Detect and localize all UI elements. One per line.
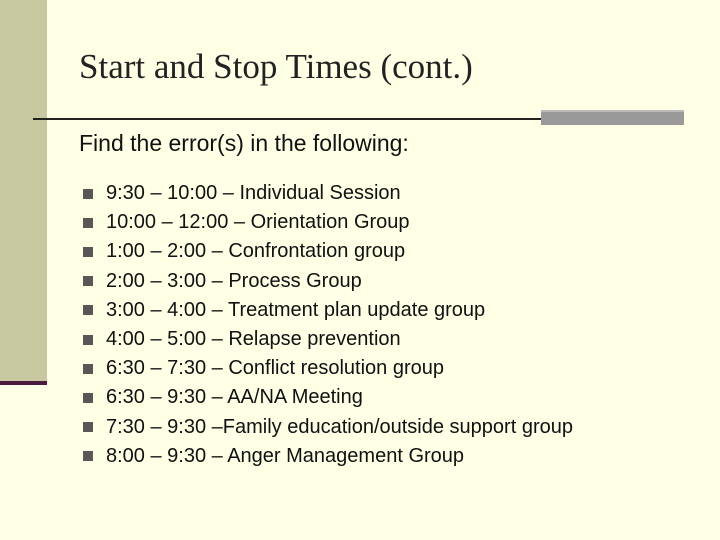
- square-bullet-icon: [83, 364, 93, 374]
- list-item: [83, 413, 573, 442]
- list-item: [83, 208, 573, 237]
- list-item: [83, 325, 573, 354]
- list-item: [83, 179, 573, 208]
- square-bullet-icon: [83, 305, 93, 315]
- title-divider-accent: [541, 112, 684, 125]
- list-item-text: 9:30 – 10:00 – Individual Session: [106, 182, 401, 205]
- side-accent-bar: [0, 381, 47, 385]
- title-divider-line: [33, 118, 541, 120]
- side-band: [0, 0, 47, 384]
- slide-title: Start and Stop Times (cont.): [79, 47, 473, 86]
- square-bullet-icon: [83, 276, 93, 286]
- list-item: [83, 383, 573, 412]
- square-bullet-icon: [83, 247, 93, 257]
- list-item: [83, 354, 573, 383]
- square-bullet-icon: [83, 422, 93, 432]
- list-item-text: 2:00 – 3:00 – Process Group: [106, 269, 362, 292]
- list-item-text: 7:30 – 9:30 –Family education/outside support group: [106, 415, 573, 438]
- list-item: [83, 296, 573, 325]
- list-item-text: 8:00 – 9:30 – Anger Management Group: [106, 444, 465, 467]
- square-bullet-icon: [83, 451, 93, 461]
- square-bullet-icon: [83, 335, 93, 345]
- list-item-text: 1:00 – 2:00 – Confrontation group: [106, 240, 406, 263]
- square-bullet-icon: [83, 393, 93, 403]
- list-item-text: 6:30 – 7:30 – Conflict resolution group: [106, 357, 444, 380]
- list-item: [83, 237, 573, 266]
- list-item: [83, 442, 573, 471]
- list-item-text: 3:00 – 4:00 – Treatment plan update group: [106, 298, 486, 321]
- square-bullet-icon: [83, 218, 93, 228]
- square-bullet-icon: [83, 189, 93, 199]
- list-item-text: 10:00 – 12:00 – Orientation Group: [106, 211, 410, 234]
- list-item-text: 4:00 – 5:00 – Relapse prevention: [106, 328, 401, 351]
- list-item-text: 6:30 – 9:30 – AA/NA Meeting: [106, 386, 363, 409]
- list-item: [83, 267, 573, 296]
- schedule-list: [83, 179, 573, 471]
- intro-text: Find the error(s) in the following:: [79, 130, 409, 156]
